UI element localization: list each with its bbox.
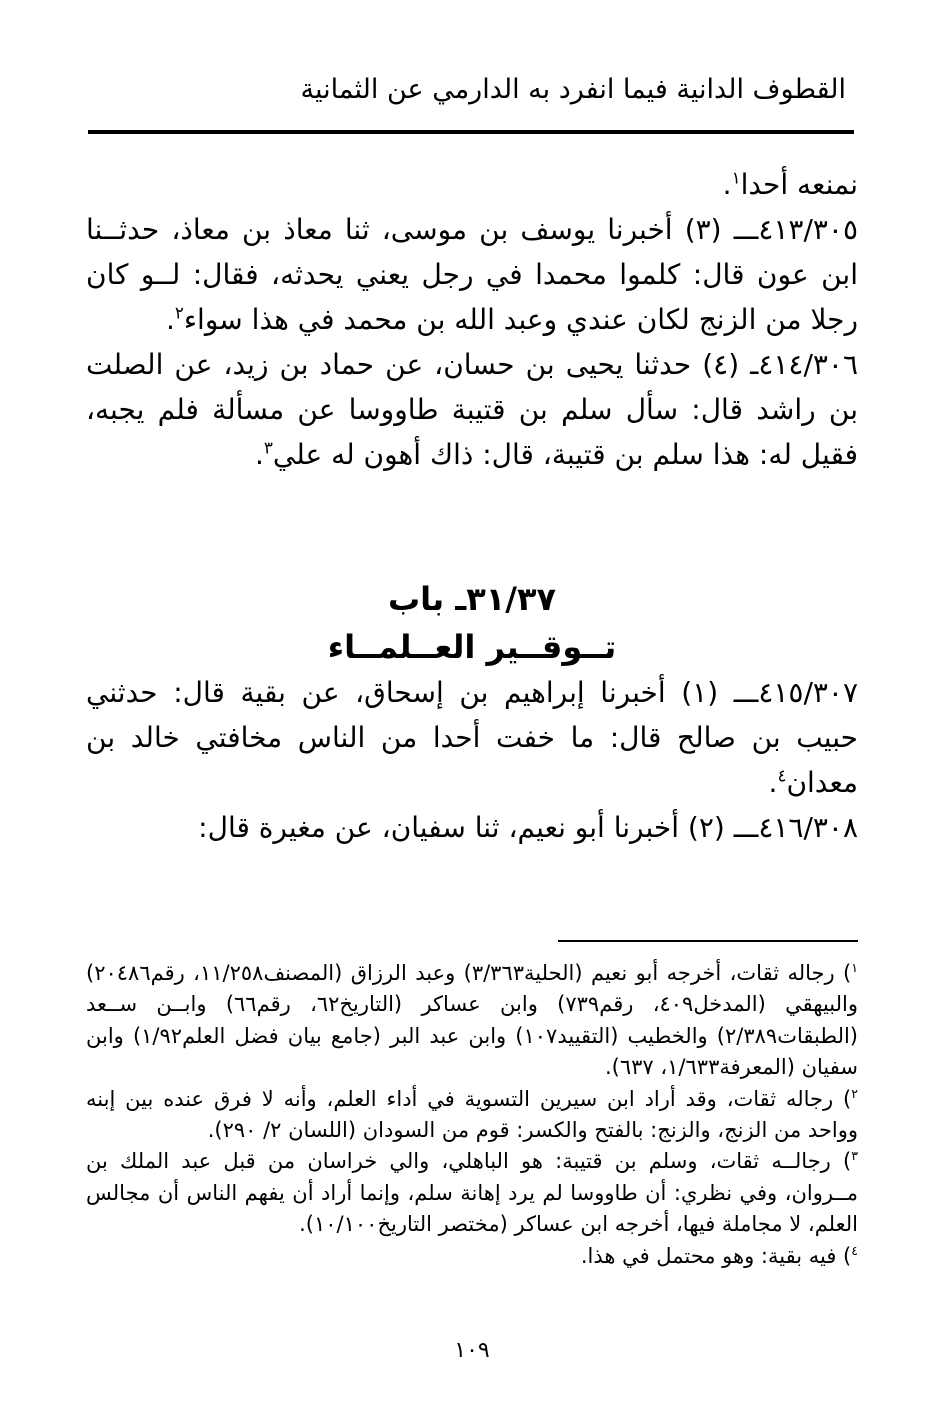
footnote-rule xyxy=(558,940,858,942)
running-header: القطوف الدانية فيما انفرد به الدارمي عن الثمانية xyxy=(300,74,846,105)
footnote-2 xyxy=(86,1084,858,1147)
hadith-413: ٤١٣/٣٠٥ـــ (٣) أخبرنا يوسف بن موسى، ثنا معاذ بن معاذ، حدثــنا ابن عون قال: كلموا محمدا في رجل يعني يحدثه، فقال: لــو كان رجلا من الزنج لكان عندي وعبد الله بن محمد في هذا سواء$^٢$. xyxy=(86,213,859,336)
hadith-415: ٤١٥/٣٠٧ـــ (١) أخبرنا إبراهيم بن إسحاق، عن بقية قال: حدثني حبيب بن صالح قال: ما خفت أحدا من الناس مخافتي خالد بن معدان$^٤$. xyxy=(86,676,858,799)
footnote-3-text: ) رجالــه ثقات، وسلم بن قتيبة: هو الباهلي، والي خراسان من قبل عبد الملك بن مــروان، وفي نظري: أن طاووسا لم يرد إهانة سلم، وإنما أراد أن يفهم الناس أن مجالس العلم، لا مجاملة فيها، أخرجه ابن عساكر (مختصر التاريخ١٠/١٠٠). xyxy=(86,1149,858,1237)
footnote-4-mark: ٤ xyxy=(851,1242,858,1258)
hadith-414: ٤١٤/٣٠٦ـ (٤) حدثنا يحيى بن حسان، عن حماد بن زيد، عن الصلت بن راشد قال: سأل سلم بن قتيبة طاووسا عن مسألة فلم يجبه، فقيل له: هذا سلم بن قتيبة، قال: ذاك أهون له علي$^٣$. xyxy=(86,348,859,471)
footnote-4-text: ) فيه بقية: وهو محتمل في هذا. xyxy=(580,1243,852,1268)
footnote-3 xyxy=(86,1146,858,1240)
hadith-413-text: ٤١٣/٣٠٥ـــ (٣) أخبرنا يوسف بن موسى، ثنا معاذ بن معاذ، حدثــنا ابن عون قال: كلموا محمدا في رجل يعني يحدثه، فقال: لــو كان رجلا من الزنج لكان عندي وعبد الله بن محمد في هذا سواء xyxy=(86,213,859,336)
footnote-ref-3[interactable]: ٣ xyxy=(263,437,273,458)
footnote-ref-4[interactable]: ٤ xyxy=(777,765,787,786)
footnote-3-mark: ٣ xyxy=(851,1148,858,1164)
hadith-416: ٤١٦/٣٠٨ـــ (٢) أخبرنا أبو نعيم، ثنا سفيان، عن مغيرة قال: xyxy=(198,811,858,844)
chapter-heading xyxy=(86,575,858,671)
footnote-1-text: ) رجاله ثقات، أخرجه أبو نعيم (الحلية٣/٣٦٣) وعبد الرزاق (المصنف١١/٢٥٨، رقم٢٠٤٨٦) والبيهقي (المدخل٤٠٩، رقم٧٣٩) وابن عساكر (التاريخ٦٢، رقم٦٦) وابــن ســعد (الطبقات٢/٣٨٩) والخطيب (التقييد١٠٧) وابن عبد البر (جامع بيان فضل العلم١/٩٢) وابن سفيان (المعرفة١/٦٣٣، ٦٣٧). xyxy=(86,961,858,1080)
footnote-1 xyxy=(86,958,858,1084)
page-number: ١٠٩ xyxy=(454,1338,490,1363)
hadith-415-text: ٤١٥/٣٠٧ـــ (١) أخبرنا إبراهيم بن إسحاق، عن بقية قال: حدثني حبيب بن صالح قال: ما خفت أحدا من الناس مخافتي خالد بن معدان xyxy=(86,676,858,799)
footnotes xyxy=(86,958,858,1272)
footnote-ref-2[interactable]: ٢ xyxy=(174,302,184,323)
footnote-ref-1[interactable]: ١ xyxy=(731,167,741,188)
paragraph-1-text: نمنعه أحدا xyxy=(740,168,858,201)
footnote-4 xyxy=(86,1241,858,1272)
paragraph-1: نمنعه أحدا$^١$. xyxy=(722,167,858,201)
main-text-block-2 xyxy=(86,670,858,850)
main-text-block xyxy=(86,162,858,477)
chapter-title: تــوقــير العــلمــاء xyxy=(327,628,617,666)
header-rule xyxy=(88,130,854,134)
chapter-number: ٣١/٣٧ـ باب xyxy=(387,580,557,618)
footnote-2-text: ) رجاله ثقات، وقد أراد ابن سيرين التسوية في أداء العلم، وأنه لا فرق عنده بين إبنه وواحد من الزنج، والزنج: بالفتح والكسر: قوم من السودان (اللسان ٢/ ٢٩٠). xyxy=(86,1086,858,1143)
footnote-1-mark: ١ xyxy=(851,960,859,975)
footnote-2-mark: ٢ xyxy=(851,1085,858,1101)
hadith-414-text: ٤١٤/٣٠٦ـ (٤) حدثنا يحيى بن حسان، عن حماد بن زيد، عن الصلت بن راشد قال: سأل سلم بن قتيبة طاووسا عن مسألة فلم يجبه، فقيل له: هذا سلم بن قتيبة، قال: ذاك أهون له علي xyxy=(86,348,859,471)
